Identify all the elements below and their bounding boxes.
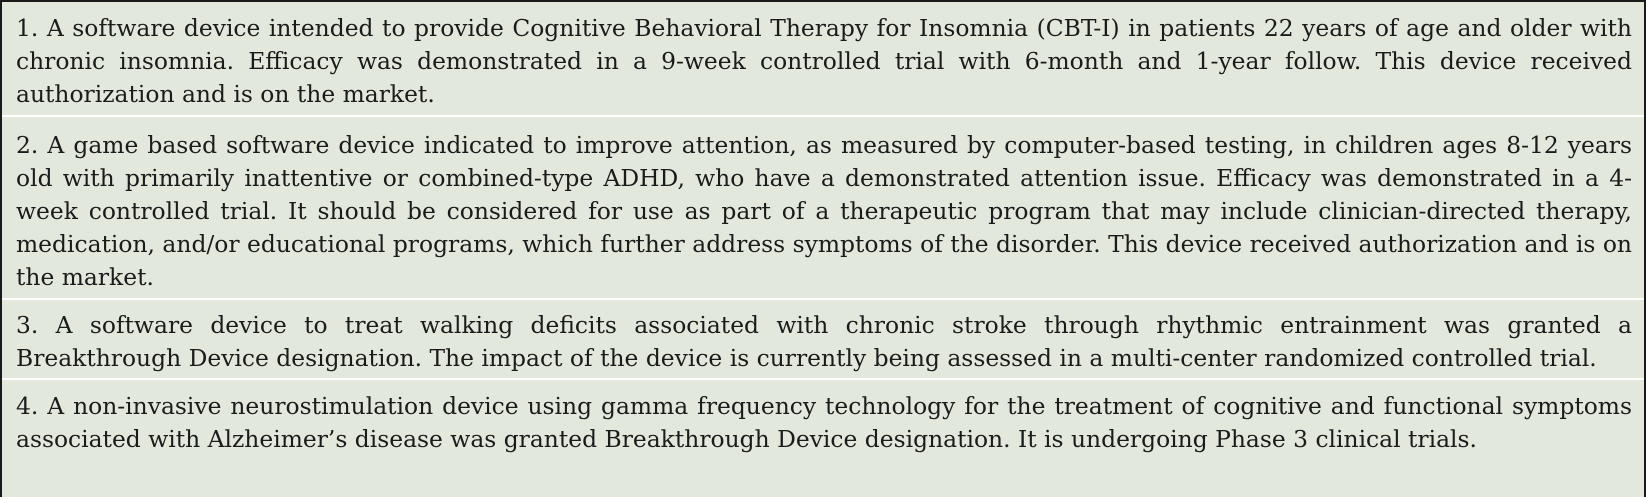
- row-text: 2. A game based software device indicated to improve attention, as measured by computer-based testing, in children ages 8-12 years old with primarily inattentive or combined-type ADHD, who have a demonstrated attention issue. Efficacy was demonstrated in a 4-week controlled trial. It should be considered for use as part of a therapeutic program that may include clinician-directed therapy, medication, and/or educational programs, which further address symptoms of the disorder. This device received authorization and is on the market.: [16, 131, 1632, 291]
- table-row: [2, 2, 1644, 115]
- table-row: [2, 115, 1644, 298]
- table-row: [2, 298, 1644, 378]
- row-text: 3. A software device to treat walking deficits associated with chronic stroke through rhythmic entrainment was granted a Breakthrough Device designation. The impact of the device is currently being assessed in a multi-center randomized controlled trial.: [16, 311, 1632, 372]
- row-text: 1. A software device intended to provide Cognitive Behavioral Therapy for Insomnia (CBT-I) in patients 22 years of age and older with chronic insomnia. Efficacy was demonstrated in a 9-week controlled trial with 6-month and 1-year follow. This device received authorization and is on the market.: [16, 14, 1632, 108]
- row-text: 4. A non-invasive neurostimulation device using gamma frequency technology for the treatment of cognitive and functional symptoms associated with Alzheimer’s disease was granted Breakthrough Device designation. It is undergoing Phase 3 clinical trials.: [16, 392, 1632, 453]
- table-row: [2, 378, 1644, 497]
